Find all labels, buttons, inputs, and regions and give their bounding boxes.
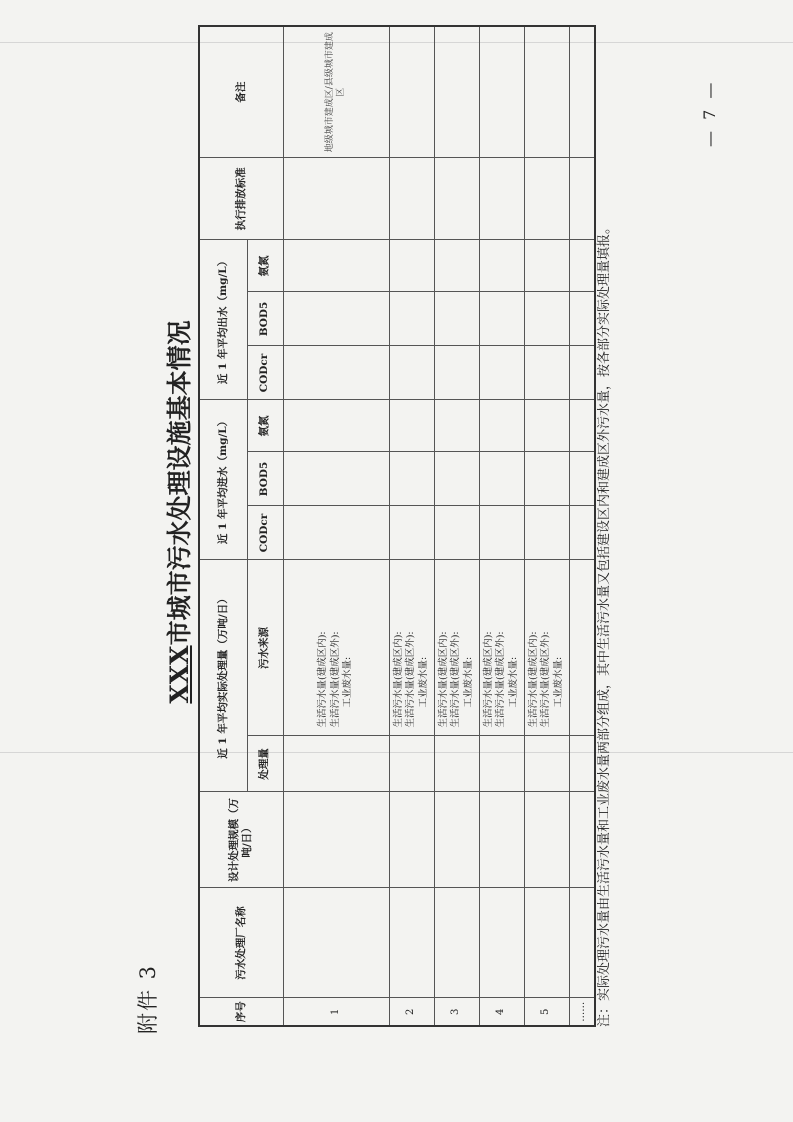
facility-table [198,25,596,1027]
row-seq: …… [569,998,595,1026]
volume-cell [479,736,524,792]
out-bod-cell [524,292,569,346]
page-title [160,202,196,822]
table-row [283,26,389,1026]
plant-name-cell [434,888,479,998]
plant-name-cell [389,888,434,998]
table-row [434,26,479,1026]
source-cell [524,560,569,736]
plant-name-cell [479,888,524,998]
plant-name-cell [283,888,389,998]
out-cod-cell [479,346,524,400]
table-row [389,26,434,1026]
header-in-nh3: 氨氮 [247,400,283,452]
header-influent: 近 1 年平均进水（mg/L） [199,400,247,560]
in-cod-cell [479,506,524,560]
remark-cell [524,26,569,158]
out-nh3-cell [389,240,434,292]
out-nh3-cell [524,240,569,292]
in-cod-cell [389,506,434,560]
row-seq: 3 [434,998,479,1026]
in-cod-cell [434,506,479,560]
in-bod-cell [283,452,389,506]
header-plant-name: 污水处理厂名称 [199,888,283,998]
standard-cell [434,158,479,240]
source-line: 生活污水量(建成区外): [495,631,507,728]
page-number: — 7 — [700,79,719,147]
in-bod-cell [389,452,434,506]
source-line: 工业废水量: [342,656,354,708]
design-capacity-cell [389,792,434,888]
header-volume: 处理量 [247,736,283,792]
volume-cell [434,736,479,792]
source-line: 生活污水量(建成区外): [329,631,341,728]
remark-cell [479,26,524,158]
remark-cell [389,26,434,158]
source-line: 生活污水量(建成区内): [392,631,404,728]
out-bod-cell [389,292,434,346]
in-nh3-cell [434,400,479,452]
header-standard: 执行排放标准 [199,158,283,240]
header-in-bod: BOD5 [247,452,283,506]
header-remark: 备注 [199,26,283,158]
in-cod-cell [283,506,389,560]
source-cell [479,560,524,736]
out-cod-cell [434,346,479,400]
source-cell [389,560,434,736]
header-in-cod: CODcr [247,506,283,560]
header-seq: 序号 [199,998,283,1026]
title-main: 市城市污水处理设施基本情况 [165,320,194,646]
source-line: 生活污水量(建成区内): [527,631,539,728]
source-line: 工业废水量: [507,656,519,708]
volume-cell [283,736,389,792]
title-prefix: XXX [165,645,194,704]
design-capacity-cell [434,792,479,888]
header-source: 污水来源 [247,560,283,736]
standard-cell [524,158,569,240]
header-out-cod: CODcr [247,346,283,400]
header-effluent: 近 1 年平均出水（mg/L） [199,240,247,400]
out-bod-cell [434,292,479,346]
source-line: 生活污水量(建成区外): [450,631,462,728]
source-line: 生活污水量(建成区内): [437,631,449,728]
in-nh3-cell [389,400,434,452]
volume-cell [524,736,569,792]
row-seq: 2 [389,998,434,1026]
out-cod-cell [524,346,569,400]
remark-cell: 地级城市建成区/县级城市建成区 [283,26,389,158]
in-bod-cell [524,452,569,506]
row-seq: 1 [283,998,389,1026]
standard-cell [389,158,434,240]
out-bod-cell [479,292,524,346]
source-line: 工业废水量: [462,656,474,708]
source-cell [283,560,389,736]
source-line: 生活污水量(建成区外): [405,631,417,728]
row-seq: 5 [524,998,569,1026]
in-bod-cell [434,452,479,506]
source-line: 生活污水量(建成区内): [317,631,329,728]
source-line: 生活污水量(建成区外): [540,631,552,728]
remark-cell [434,26,479,158]
table-row [524,26,569,1026]
in-cod-cell [524,506,569,560]
table-row [479,26,524,1026]
design-capacity-cell [479,792,524,888]
plant-name-cell [524,888,569,998]
attachment-label: 附件 3 [136,963,160,1034]
row-seq: 4 [479,998,524,1026]
out-nh3-cell [283,240,389,292]
in-bod-cell [479,452,524,506]
source-line: 生活污水量(建成区内): [482,631,494,728]
source-line: 工业废水量: [417,656,429,708]
volume-cell [389,736,434,792]
out-nh3-cell [434,240,479,292]
out-cod-cell [283,346,389,400]
out-bod-cell [283,292,389,346]
source-line: 工业废水量: [552,656,564,708]
standard-cell [479,158,524,240]
in-nh3-cell [283,400,389,452]
header-out-bod: BOD5 [247,292,283,346]
header-out-nh3: 氨氮 [247,240,283,292]
in-nh3-cell [479,400,524,452]
footnote: 注：实际处理污水量由生活污水量和工业废水量两部分组成，其中生活污水量又包括建设区内和建成区外污水量，按各部分实际处理量填报。 [597,220,612,1027]
design-capacity-cell [283,792,389,888]
header-actual-volume: 近 1 年平均实际处理量（万吨/日） [199,560,247,792]
standard-cell [283,158,389,240]
out-nh3-cell [479,240,524,292]
out-cod-cell [389,346,434,400]
in-nh3-cell [524,400,569,452]
header-design-capacity: 设计处理规模（万吨/日） [199,792,283,888]
source-cell [434,560,479,736]
design-capacity-cell [524,792,569,888]
